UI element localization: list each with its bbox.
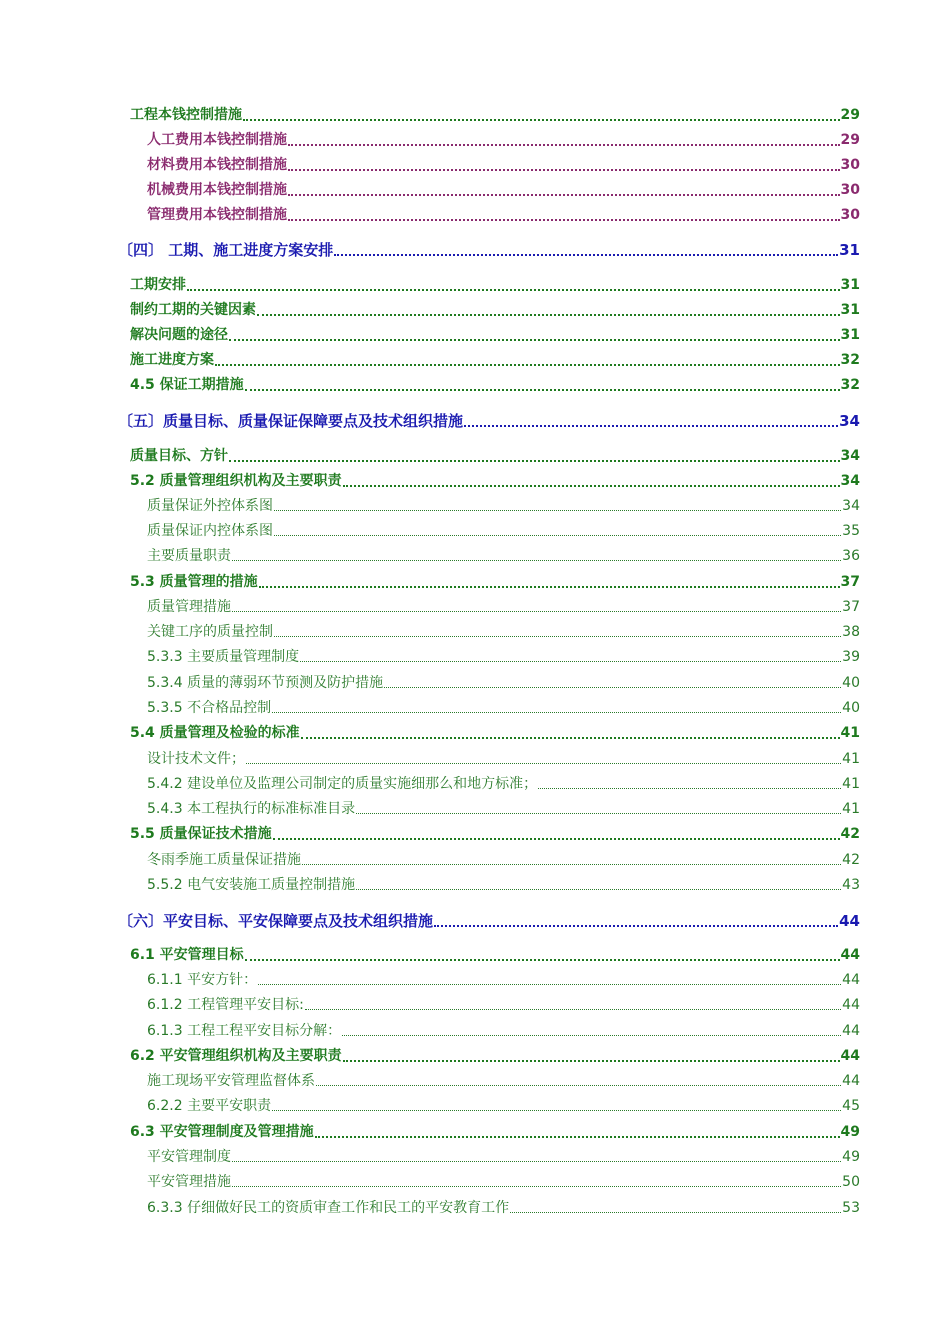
toc-entry-title: 6.1.2 工程管理平安目标: — [147, 997, 304, 1013]
toc-entry-page: 49 — [842, 1149, 860, 1165]
toc-entry-page: 44 — [842, 1023, 860, 1039]
toc-entry-title: 5.4.3 本工程执行的标准标准目录 — [147, 801, 356, 817]
toc-entry-title: 5.5 质量保证技术措施 — [130, 826, 272, 842]
toc-entry-page: 37 — [840, 574, 860, 590]
toc-entry-page: 45 — [842, 1098, 860, 1114]
toc-leader-dots — [356, 874, 841, 896]
toc-entry-page: 31 — [840, 327, 860, 343]
toc-leader-dots — [215, 349, 840, 371]
toc-entry-title: 5.3 质量管理的措施 — [130, 574, 258, 590]
toc-entry-page: 30 — [840, 207, 860, 223]
toc-entry[interactable] — [130, 349, 860, 371]
toc-entry[interactable] — [147, 697, 860, 719]
toc-entry-page: 44 — [839, 912, 860, 930]
toc-entry[interactable] — [147, 545, 860, 567]
toc-entry[interactable] — [130, 1121, 860, 1143]
toc-leader-dots — [510, 1197, 841, 1219]
toc-leader-dots — [538, 773, 841, 795]
toc-entry[interactable] — [130, 274, 860, 296]
toc-entry[interactable] — [147, 179, 860, 201]
toc-entry-page: 34 — [839, 412, 860, 430]
toc-entry-page: 41 — [840, 725, 860, 741]
toc-entry[interactable] — [147, 798, 860, 820]
toc-entry[interactable] — [130, 571, 860, 593]
toc-entry[interactable] — [130, 823, 860, 845]
toc-entry-page: 44 — [842, 1073, 860, 1089]
toc-entry-title: 5.4.2 建设单位及监理公司制定的质量实施细那么和地方标准； — [147, 776, 538, 792]
toc-entry[interactable] — [147, 1171, 860, 1193]
toc-entry-title: 人工费用本钱控制措施 — [147, 132, 287, 148]
toc-entry[interactable] — [147, 849, 860, 871]
toc-entry[interactable] — [147, 1020, 860, 1042]
toc-entry[interactable] — [130, 944, 860, 966]
toc-entry[interactable] — [130, 104, 860, 126]
toc-leader-dots — [232, 596, 841, 618]
toc-leader-dots — [274, 621, 841, 643]
toc-leader-dots — [334, 239, 838, 261]
toc-entry[interactable] — [118, 239, 860, 261]
toc-entry[interactable] — [147, 672, 860, 694]
toc-entry-page: 30 — [840, 157, 860, 173]
toc-entry-page: 31 — [840, 277, 860, 293]
toc-entry-title: 5.3.4 质量的薄弱环节预测及防护措施 — [147, 675, 384, 691]
toc-leader-dots — [300, 646, 841, 668]
toc-entry[interactable] — [147, 646, 860, 668]
toc-entry-title: 制约工期的关键因素 — [130, 302, 256, 318]
toc-entry-page: 37 — [842, 599, 860, 615]
toc-entry-page: 43 — [842, 877, 860, 893]
toc-leader-dots — [288, 204, 840, 226]
toc-leader-dots — [356, 798, 841, 820]
toc-entry-page: 40 — [842, 675, 860, 691]
toc-entry-title: 〔四〕 工期、施工进度方案安排 — [118, 241, 334, 259]
toc-leader-dots — [259, 571, 840, 593]
toc-entry-title: 质量管理措施 — [147, 599, 231, 615]
toc-entry[interactable] — [130, 470, 860, 492]
toc-leader-dots — [288, 154, 840, 176]
toc-entry-page: 38 — [842, 624, 860, 640]
toc-leader-dots — [232, 1171, 841, 1193]
toc-entry-page: 34 — [840, 448, 860, 464]
toc-entry-title: 5.3.3 主要质量管理制度 — [147, 649, 300, 665]
toc-entry-page: 44 — [842, 972, 860, 988]
toc-leader-dots — [243, 104, 840, 126]
toc-leader-dots — [187, 274, 840, 296]
toc-entry[interactable] — [147, 748, 860, 770]
toc-leader-dots — [246, 748, 841, 770]
toc-entry-page: 31 — [839, 241, 860, 259]
toc-leader-dots — [232, 1146, 841, 1168]
toc-entry-page: 42 — [842, 852, 860, 868]
toc-entry-title: 4.5 保证工期措施 — [130, 377, 244, 393]
toc-entry[interactable] — [147, 154, 860, 176]
toc-leader-dots — [343, 1045, 840, 1067]
toc-leader-dots — [316, 1070, 841, 1092]
toc-entry-page: 53 — [842, 1200, 860, 1216]
toc-entry-title: 5.2 质量管理组织机构及主要职责 — [130, 473, 342, 489]
toc-entry-title: 6.1 平安管理目标 — [130, 947, 244, 963]
toc-entry-title: 机械费用本钱控制措施 — [147, 182, 287, 198]
toc-entry-page: 36 — [842, 548, 860, 564]
toc-leader-dots — [274, 520, 841, 542]
toc-entry[interactable] — [130, 299, 860, 321]
toc-leader-dots — [273, 823, 840, 845]
toc-entry[interactable] — [147, 1197, 860, 1219]
toc-leader-dots — [288, 129, 840, 151]
toc-entry-page: 44 — [840, 947, 860, 963]
toc-entry-page: 42 — [840, 826, 860, 842]
toc-entry[interactable] — [147, 969, 860, 991]
toc-entry-title: 质量保证外控体系图 — [147, 498, 273, 514]
toc-entry[interactable] — [147, 994, 860, 1016]
toc-entry-title: 质量保证内控体系图 — [147, 523, 273, 539]
toc-leader-dots — [258, 969, 841, 991]
toc-entry-title: 施工进度方案 — [130, 352, 214, 368]
toc-entry-page: 35 — [842, 523, 860, 539]
toc-entry-title: 关键工序的质量控制 — [147, 624, 273, 640]
toc-entry[interactable] — [147, 1146, 860, 1168]
toc-entry-page: 44 — [842, 997, 860, 1013]
toc-entry-title: 6.1.1 平安方针： — [147, 972, 258, 988]
toc-entry-title: 〔六〕平安目标、平安保障要点及技术组织措施 — [118, 912, 434, 930]
toc-entry-title: 质量目标、方针 — [130, 448, 228, 464]
toc-leader-dots — [272, 1095, 841, 1117]
toc-leader-dots — [229, 324, 840, 346]
toc-entry-page: 30 — [840, 182, 860, 198]
toc-entry-title: 6.2.2 主要平安职责 — [147, 1098, 272, 1114]
toc-entry[interactable] — [130, 722, 860, 744]
toc-leader-dots — [229, 445, 840, 467]
toc-leader-dots — [288, 179, 840, 201]
toc-leader-dots — [315, 1121, 840, 1143]
toc-entry[interactable] — [147, 204, 860, 226]
toc-entry[interactable] — [147, 621, 860, 643]
toc-leader-dots — [343, 470, 840, 492]
toc-entry-page: 41 — [842, 776, 860, 792]
toc-entry[interactable] — [118, 910, 860, 932]
toc-leader-dots — [305, 994, 841, 1016]
toc-entry-page: 29 — [840, 132, 860, 148]
toc-entry[interactable] — [130, 1045, 860, 1067]
toc-entry-title: 6.3 平安管理制度及管理措施 — [130, 1124, 314, 1140]
toc-entry[interactable] — [130, 374, 860, 396]
toc-entry[interactable] — [147, 495, 860, 517]
toc-leader-dots — [245, 944, 840, 966]
toc-entry-page: 39 — [842, 649, 860, 665]
toc-entry-title: 5.5.2 电气安装施工质量控制措施 — [147, 877, 356, 893]
toc-entry[interactable] — [147, 596, 860, 618]
toc-leader-dots — [272, 697, 841, 719]
toc-entry[interactable] — [118, 410, 860, 432]
toc-entry[interactable] — [147, 129, 860, 151]
toc-leader-dots — [384, 672, 841, 694]
toc-entry[interactable] — [147, 520, 860, 542]
toc-entry-page: 41 — [842, 801, 860, 817]
toc-entry-title: 〔五〕质量目标、质量保证保障要点及技术组织措施 — [118, 412, 464, 430]
toc-entry-title: 6.3.3 仔细做好民工的资质审查工作和民工的平安教育工作 — [147, 1200, 510, 1216]
toc-entry[interactable] — [147, 1095, 860, 1117]
toc-entry[interactable] — [130, 324, 860, 346]
toc-leader-dots — [301, 722, 840, 744]
toc-entry-page: 32 — [840, 377, 860, 393]
toc-leader-dots — [464, 410, 838, 432]
toc-entry-page: 32 — [840, 352, 860, 368]
toc-entry-title: 材料费用本钱控制措施 — [147, 157, 287, 173]
toc-entry-title: 施工现场平安管理监督体系 — [147, 1073, 315, 1089]
toc-entry-page: 29 — [840, 107, 860, 123]
toc-entry[interactable] — [147, 874, 860, 896]
toc-entry[interactable] — [147, 773, 860, 795]
toc-entry-page: 34 — [842, 498, 860, 514]
toc-leader-dots — [232, 545, 841, 567]
toc-entry-title: 5.3.5 不合格品控制 — [147, 700, 272, 716]
toc-entry-title: 6.1.3 工程工程平安目标分解： — [147, 1023, 342, 1039]
toc-entry-title: 5.4 质量管理及检验的标准 — [130, 725, 300, 741]
toc-entry-page: 34 — [840, 473, 860, 489]
toc-leader-dots — [257, 299, 840, 321]
toc-entry-page: 31 — [840, 302, 860, 318]
toc-leader-dots — [342, 1020, 841, 1042]
toc-entry-title: 工期安排 — [130, 277, 186, 293]
toc-entry[interactable] — [130, 445, 860, 467]
toc-entry-title: 设计技术文件； — [147, 751, 245, 767]
toc-entry-page: 40 — [842, 700, 860, 716]
toc-entry-title: 6.2 平安管理组织机构及主要职责 — [130, 1048, 342, 1064]
toc-leader-dots — [302, 849, 841, 871]
toc-leader-dots — [274, 495, 841, 517]
toc-entry-page: 41 — [842, 751, 860, 767]
toc-entry-title: 主要质量职责 — [147, 548, 231, 564]
toc-entry-title: 平安管理制度 — [147, 1149, 231, 1165]
toc-entry[interactable] — [147, 1070, 860, 1092]
toc-entry-title: 冬雨季施工质量保证措施 — [147, 852, 301, 868]
toc-entry-title: 平安管理措施 — [147, 1174, 231, 1190]
toc-entry-title: 工程本钱控制措施 — [130, 107, 242, 123]
toc-entry-page: 49 — [840, 1124, 860, 1140]
toc-entry-page: 44 — [840, 1048, 860, 1064]
toc-leader-dots — [245, 374, 840, 396]
toc-entry-title: 管理费用本钱控制措施 — [147, 207, 287, 223]
toc-leader-dots — [434, 910, 838, 932]
toc-entry-page: 50 — [842, 1174, 860, 1190]
toc-entry-title: 解决问题的途径 — [130, 327, 228, 343]
